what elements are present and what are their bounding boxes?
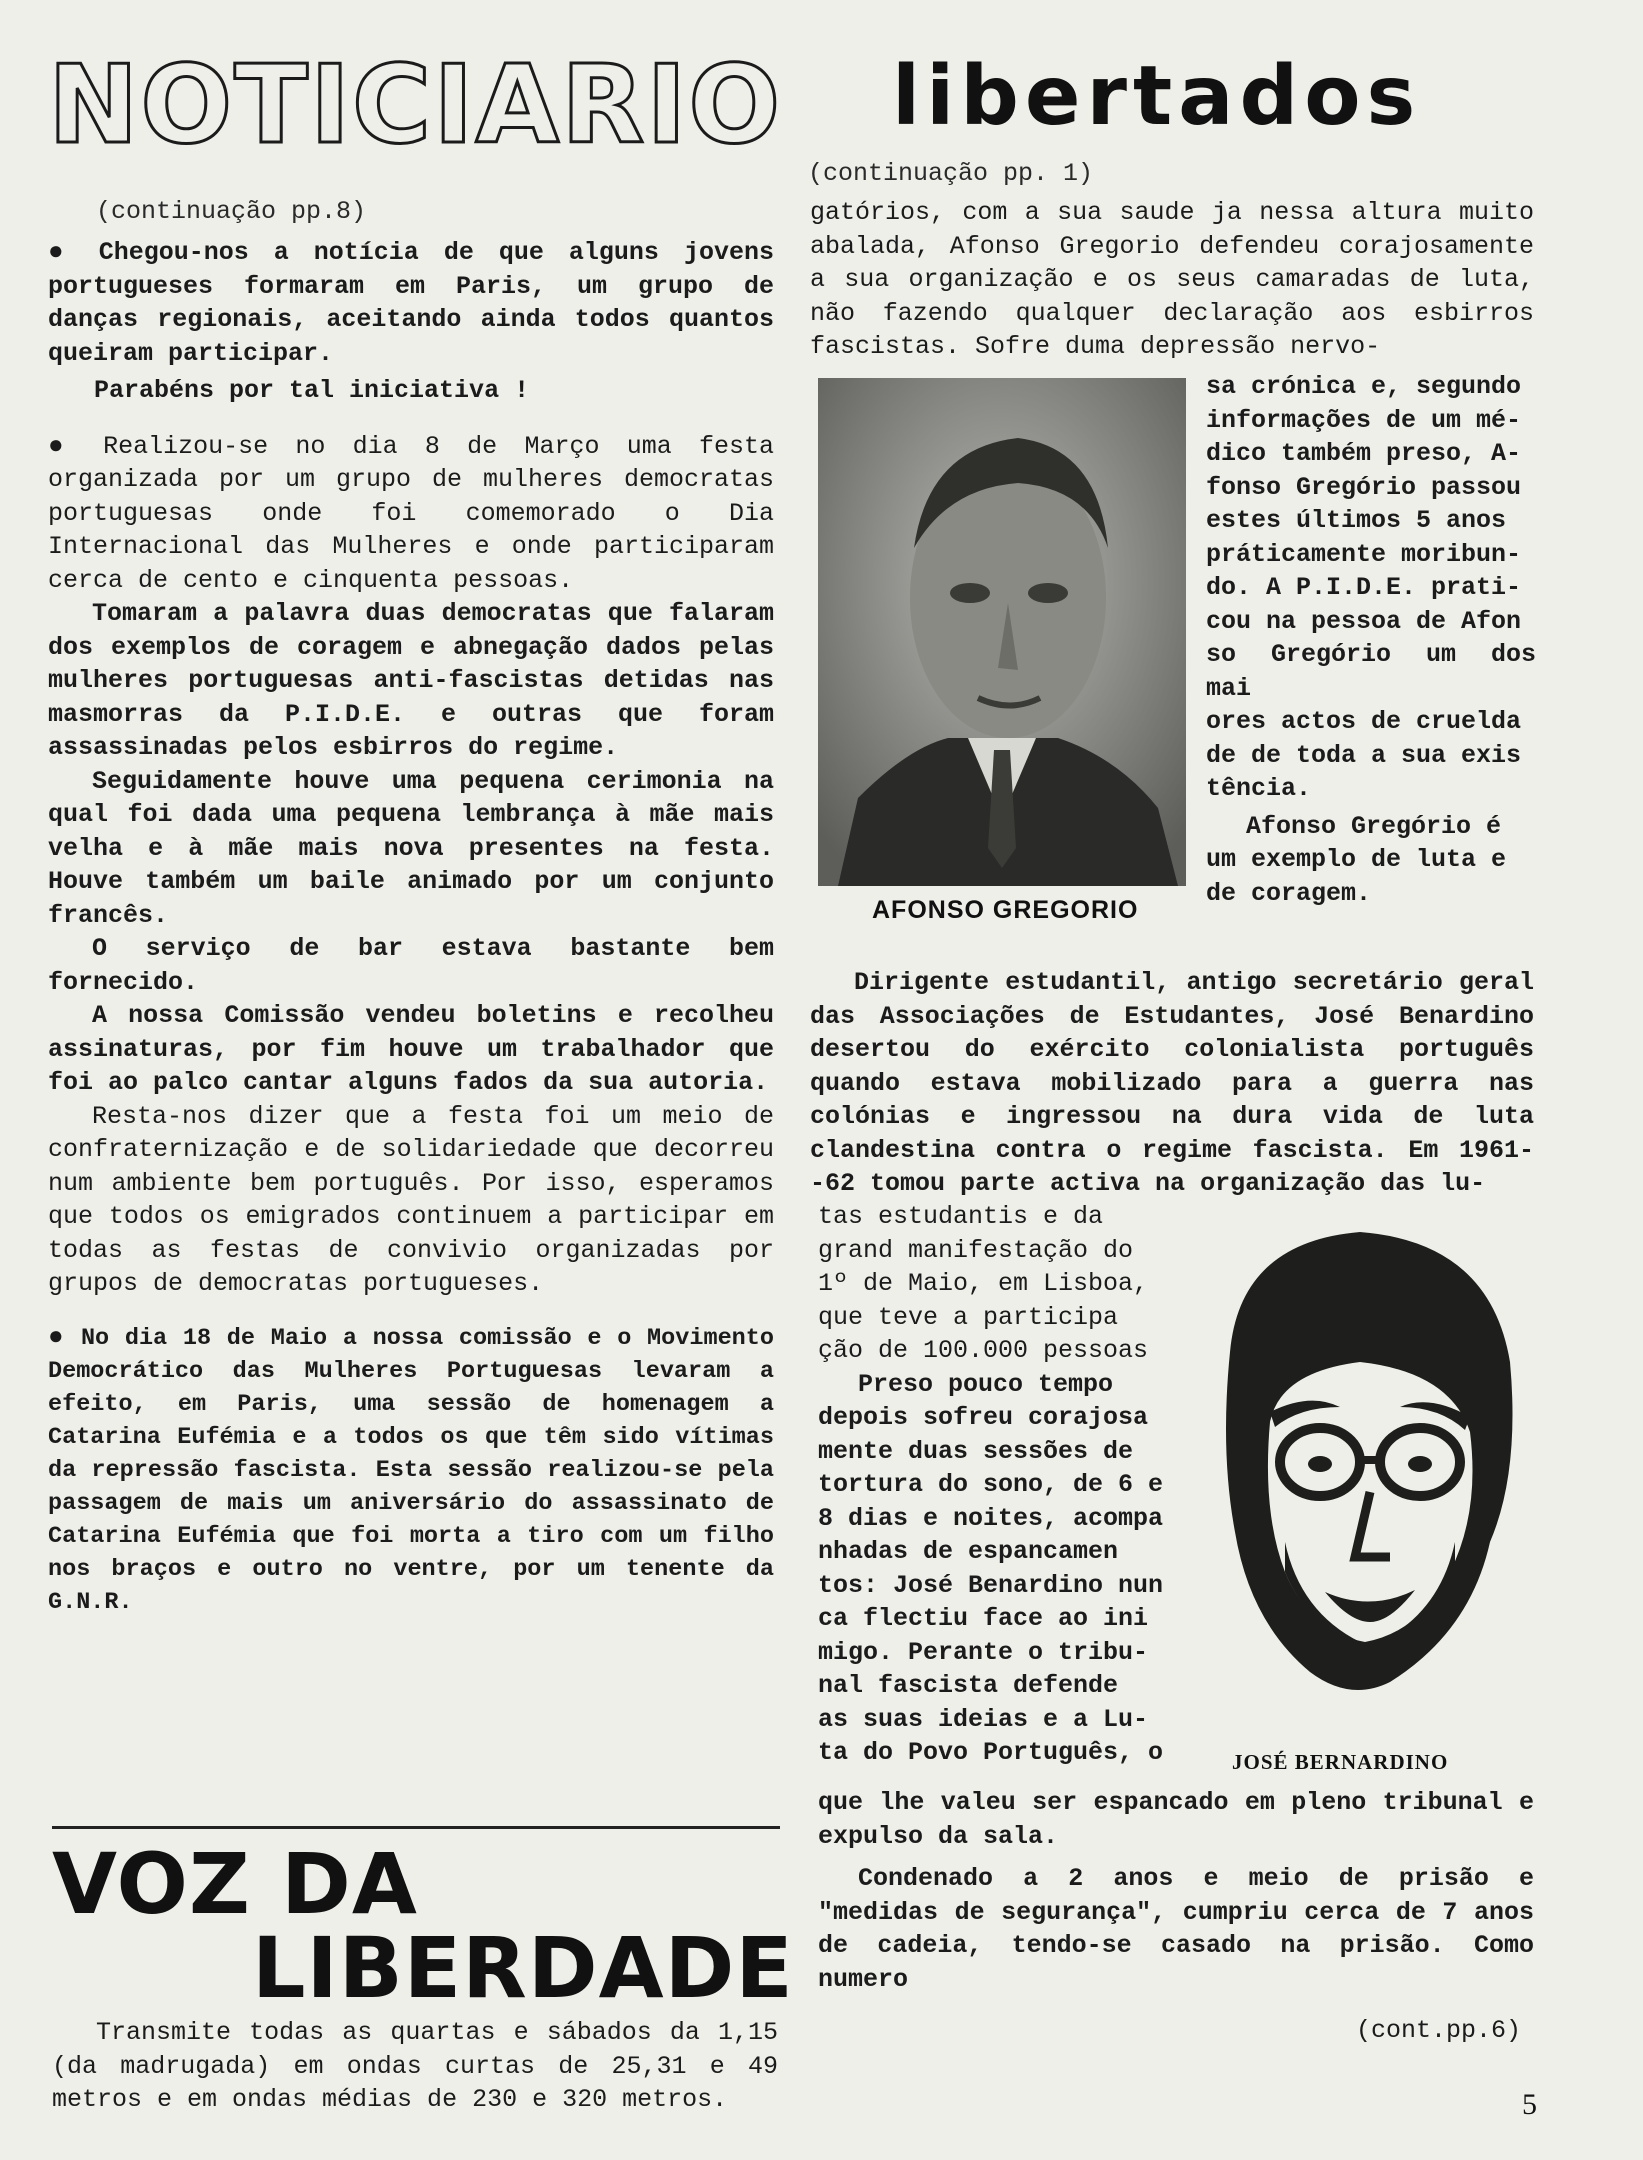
bullet-icon: ● [48, 237, 74, 267]
jose-bernardino-portrait [1190, 1212, 1536, 1728]
bullet-icon: ● [48, 430, 76, 461]
text-line: 8 dias e noites, acompa [818, 1503, 1164, 1533]
text-line: depois sofreu corajosa [818, 1403, 1149, 1432]
voz-heading-line2: LIBERDADE [252, 1919, 794, 2017]
text-line: dico também preso, A- [1206, 439, 1522, 468]
text-line: ta do Povo Português, o [818, 1738, 1164, 1767]
noticiario-heading: NOTICIARIO [48, 43, 783, 168]
text-line: práticamente moribun- [1206, 539, 1522, 569]
text-line: ores actos de cruelda [1206, 707, 1522, 736]
news-paragraph: ● No dia 18 de Maio a nossa comissão e o Movimento Democrático das Mulheres Portuguesas levaram a efeito, em Paris, uma sessão de homenagem a Catarina Eufémia e a todos os que têm sido vítimas da repressão fascista. Esta sessão realizou-se pela passagem de mais um aniversário do assassinato de Catarina Eufémia que foi morta a tiro com um filho nos braços e outro no ventre, por um tenente da G.N.R. [48, 1321, 774, 1616]
text-line: so Gregório um dos mai [1206, 640, 1536, 703]
news-paragraph: O serviço de bar estava bastante bem fornecido. [48, 934, 774, 997]
text-line: nal fascista defende [818, 1671, 1119, 1700]
benardino-end-text: que lhe valeu ser espancado em pleno tribunal e expulso da sala. [818, 1788, 1534, 1851]
text-line: estes últimos 5 anos [1206, 506, 1507, 535]
continuation-end: (cont.pp.6) [1356, 2016, 1522, 2045]
news-paragraph: Tomaram a palavra duas democratas que falaram dos exemplos de coragem e abnegação dados pelas mulheres portuguesas anti-fascistas detidas nas masmorras da P.I.D.E. e outras que foram assassinadas pelos esbirros do regime. [48, 599, 774, 762]
page-number: 5 [1522, 2088, 1537, 2121]
text-line: Preso pouco tempo [858, 1369, 1114, 1399]
portrait-image [818, 378, 1186, 886]
portrait-drawing [1190, 1212, 1536, 1728]
section-divider [52, 1826, 780, 1829]
text-line: do. A P.I.D.E. prati- [1206, 573, 1522, 602]
noticiario-continuation: (continuação pp.8) [96, 197, 367, 226]
text-line: ca flectiu face ao ini [818, 1604, 1149, 1633]
news-paragraph: ● Realizou-se no dia 8 de Março uma festa organizada por um grupo de mulheres democratas portuguesas onde foi comemorado o Dia Internacional das Mulheres e onde participaram cerca de cento e cinquenta pessoas. [48, 430, 774, 595]
text-line: nhadas de espancamen [818, 1537, 1119, 1566]
news-paragraph: Parabéns por tal iniciativa ! [94, 376, 530, 405]
news-paragraph: ● Chegou-nos a notícia de que alguns jovens portugueses formaram em Paris, um grupo de danças regionais, aceitando ainda todos quantos queiram participar. [48, 237, 774, 368]
text-line: tas estudantis e da [818, 1202, 1104, 1231]
libertados-heading: libertados [892, 49, 1422, 144]
news-item-catarina-eufemia [48, 1321, 774, 1619]
text-line: mente duas sessões de [818, 1436, 1134, 1466]
news-item-dia-mulheres [48, 430, 774, 1301]
news-paragraph: A nossa Comissão vendeu boletins e recolheu assinaturas, por fim houve um trabalhador que foi ao palco cantar alguns fados da sua autoria. [48, 1001, 774, 1097]
voz-text: Transmite todas as quartas e sábados da 1,15 (da madrugada) em ondas curtas de 25,31 e 49 metros e em ondas médias de 230 e 320 metros. [52, 2018, 778, 2114]
benardino-side-text [818, 1200, 1176, 1770]
text-line: migo. Perante o tribu- [818, 1637, 1149, 1667]
text-line: fonso Gregório passou [1206, 472, 1522, 502]
news-paragraph: Resta-nos dizer que a festa foi um meio de confraternização e de solidariedade que decorreu num ambiente bem português. Por isso, esperamos que todos os emigrados continuem a participar em todas as festas de convivio organizadas por grupos de democratas portugueses. [48, 1101, 774, 1298]
text-line: grand manifestação do [818, 1235, 1134, 1265]
text-line: cou na pessoa de Afon [1206, 606, 1522, 636]
text-line: informações de um mé- [1206, 405, 1522, 435]
benardino-intro: Dirigente estudantil, antigo secretário geral das Associações de Estudantes, José Benardino desertou do exército colonialista português quando estava mobilizado para a guerra nas colónias e ingressou na dura vida de luta clandestina contra o regime fascista. Em 1961--62 tomou parte activa na organização das lu- [810, 968, 1534, 1198]
news-paragraph: Seguidamente houve uma pequena cerimonia na qual foi dada uma pequena lembrança à mãe mais velha e à mãe mais nova presentes na festa. Houve também um baile animado por um conjunto francês. [48, 766, 774, 930]
libertados-intro: gatórios, com a sua saude ja nessa altura muito abalada, Afonso Gregorio defendeu corajosamente a sua organização e os seus camaradas de luta, não fazendo qualquer declaração aos esbirros fascistas. Sofre duma depressão nervo- [810, 198, 1534, 361]
condenado-text: Condenado a 2 anos e meio de prisão e "medidas de segurança", cumpriu cerca de 7 anos de cadeia, tendo-se casado na prisão. Como numero [818, 1864, 1534, 1994]
voz-da-liberdade-heading [52, 1835, 794, 2017]
libertados-continuation: (continuação pp. 1) [808, 159, 1094, 188]
benardino-caption: JOSÉ BERNARDINO [1232, 1750, 1449, 1774]
text-line: sa crónica e, segundo [1206, 372, 1522, 401]
text-line: tência. [1206, 774, 1312, 803]
noticiario-column [48, 236, 774, 1619]
news-item-danças [48, 236, 774, 408]
afonso-gregorio-photo [818, 378, 1186, 886]
text-line: um exemplo de luta e [1206, 845, 1507, 874]
voz-heading-line1: VOZ DA [52, 1835, 418, 1933]
bullet-icon: ● [48, 1321, 66, 1352]
text-line: ção de 100.000 pessoas [818, 1336, 1149, 1365]
text-line: tortura do sono, de 6 e [818, 1470, 1164, 1499]
text-line: que teve a participa [818, 1302, 1119, 1332]
text-line: 1º de Maio, em Lisboa, [818, 1269, 1149, 1298]
text-line: de de toda a sua exis [1206, 740, 1522, 770]
afonso-caption: AFONSO GREGORIO [872, 896, 1139, 924]
text-line: tos: José Benardino nun [818, 1570, 1164, 1600]
text-line: as suas ideias e a Lu- [818, 1704, 1149, 1734]
text-line: de coragem. [1206, 878, 1372, 908]
afonso-side-text [1206, 370, 1536, 910]
text-line: Afonso Gregório é [1246, 811, 1502, 841]
